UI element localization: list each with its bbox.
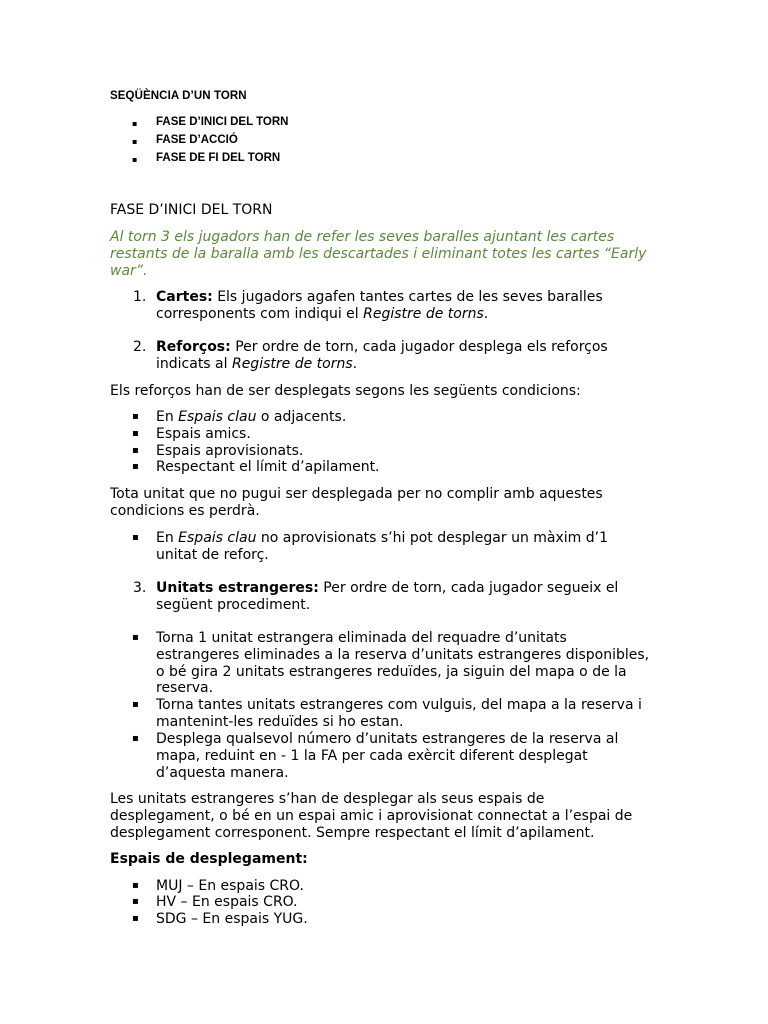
list-item	[110, 911, 670, 928]
list-item	[110, 894, 670, 911]
lost-units-line: Tota unitat que no pugui ser desplegada per no complir amb aquestes	[110, 486, 603, 502]
list-text: mapa, reduint en - 1 la FA per cada exèrcit diferent desplegat	[156, 747, 588, 764]
list-text: Torna tantes unitats estrangeres com vulguis, del mapa a la reserva i	[156, 697, 642, 713]
numbered-item-reinforcements	[110, 339, 670, 373]
item-line: Per ordre de torn, cada jugador desplega els reforços	[230, 339, 608, 355]
bullet-icon: ▪	[132, 428, 139, 439]
key-spaces-ref: Espais clau	[178, 409, 257, 425]
conditions-intro: Els reforços han de ser desplegats segons les següents condicions:	[110, 383, 581, 399]
list-text: unitat de reforç.	[156, 546, 269, 563]
bullet-icon: ▪	[132, 119, 138, 128]
bullet-icon: ▪	[132, 532, 139, 543]
item-line: corresponents com indiqui el	[156, 305, 364, 322]
turn3-note-line: restants de la baralla amb les descartades i eliminant totes les cartes “Early	[110, 246, 647, 262]
key-spaces-ref: Espais clau	[178, 530, 257, 546]
bullet-icon: ▪	[132, 896, 139, 907]
list-text: estrangeres eliminades a la reserva d’unitats estrangeres disponibles,	[156, 646, 650, 663]
toc-item	[110, 150, 670, 164]
bullet-icon: ▪	[132, 411, 139, 422]
list-text: MUJ – En espais CRO.	[156, 878, 304, 894]
list-text: o bé gira 2 unitats estrangeres reduïdes, ja siguin del mapa o de la	[156, 663, 627, 680]
list-text: Espais amics.	[156, 426, 251, 442]
toc-item	[110, 114, 670, 128]
bullet-icon: ▪	[132, 699, 139, 710]
item-label: Cartes:	[156, 289, 213, 305]
item-text	[156, 339, 666, 373]
list-text: mantenint-les reduïdes si ho estan.	[156, 713, 404, 730]
toc-phase-start: FASE D’INICI DEL TORN	[156, 116, 289, 128]
list-text: Espais aprovisionats.	[156, 443, 304, 459]
item-line: indicats al	[156, 355, 232, 372]
deploy-line: desplegament, o bé en un espai amic i aprovisionat connectat a l’espai de	[110, 808, 633, 824]
phase-title: FASE D’INICI DEL TORN	[110, 202, 273, 218]
sequence-title: SEQÜÈNCIA D’UN TORN	[110, 90, 247, 102]
toc-phase-action: FASE D’ACCIÓ	[156, 134, 238, 146]
bullet-icon: ▪	[132, 913, 139, 924]
item-line: Els jugadors agafen tantes cartes de les seves baralles	[212, 289, 603, 305]
item-line: següent procediment.	[156, 596, 311, 613]
item-line: Per ordre de torn, cada jugador segueix el	[318, 580, 619, 596]
item-number: 2.	[133, 339, 147, 355]
item-line: .	[483, 305, 489, 322]
lost-units-line: condicions es perdrà.	[110, 503, 260, 519]
list-text: Respectant el límit d’apilament.	[156, 459, 380, 475]
list-text: Torna 1 unitat estrangera eliminada del requadre d’unitats	[156, 630, 567, 646]
deploy-line: Les unitats estrangeres s’han de desplegar als seus espais de	[110, 791, 545, 807]
list-item	[110, 459, 670, 476]
bullet-icon: ▪	[132, 632, 139, 643]
turn3-note-line: war”.	[110, 263, 148, 279]
bullet-icon: ▪	[132, 155, 138, 164]
list-item	[110, 731, 670, 782]
list-item	[110, 697, 670, 731]
list-text: d’aquesta manera.	[156, 764, 289, 781]
item-line: .	[352, 355, 358, 372]
item-label: Reforços:	[156, 339, 231, 355]
list-item	[110, 530, 670, 564]
list-text: En	[156, 409, 179, 425]
bullet-icon: ▪	[132, 880, 139, 891]
numbered-item-cards	[110, 289, 670, 323]
turn-register-ref: Registre de torns	[231, 355, 353, 372]
turn-register-ref: Registre de torns	[363, 305, 484, 322]
item-label: Unitats estrangeres:	[156, 580, 319, 596]
toc-phase-end: FASE DE FI DEL TORN	[156, 152, 281, 164]
turn3-note-line: Al torn 3 els jugadors han de refer les seves baralles ajuntant les cartes	[110, 229, 615, 245]
bullet-icon: ▪	[132, 445, 139, 456]
list-item	[110, 426, 670, 443]
deploy-line: desplegament corresponent. Sempre respectant el límit d’apilament.	[110, 825, 595, 841]
list-text: Desplega qualsevol número d’unitats estrangeres de la reserva al	[156, 731, 619, 747]
list-item	[110, 443, 670, 460]
bullet-icon: ▪	[132, 733, 139, 744]
list-text: HV – En espais CRO.	[156, 894, 298, 910]
list-text: no aprovisionats s’hi pot desplegar un màxim d’1	[256, 530, 609, 546]
list-item	[110, 878, 670, 895]
numbered-item-foreign-units	[110, 580, 670, 614]
toc-item	[110, 132, 670, 146]
item-number: 1.	[133, 289, 147, 305]
list-text: o adjacents.	[256, 409, 347, 425]
list-text: En	[156, 530, 179, 546]
list-text: reserva.	[156, 680, 214, 697]
item-number: 3.	[133, 580, 147, 596]
deployment-spaces-title: Espais de desplegament:	[110, 851, 308, 867]
list-text: SDG – En espais YUG.	[156, 911, 308, 927]
bullet-icon: ▪	[132, 137, 138, 146]
list-item	[110, 630, 670, 698]
item-text	[156, 580, 666, 614]
list-item	[110, 409, 670, 426]
item-text	[156, 289, 666, 323]
bullet-icon: ▪	[132, 461, 139, 472]
